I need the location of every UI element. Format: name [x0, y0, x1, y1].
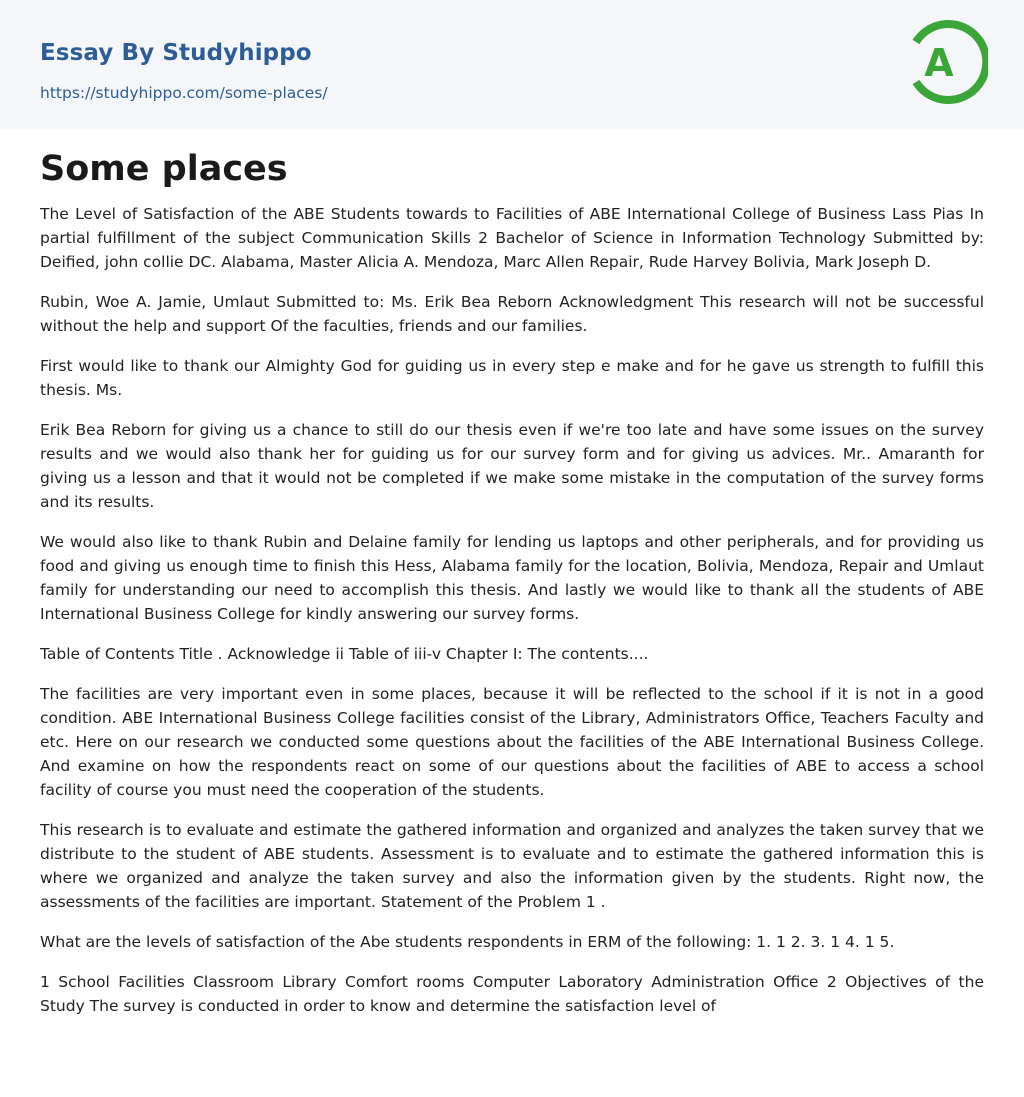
- paragraph: Rubin, Woe A. Jamie, Umlaut Submitted to: Ms. Erik Bea Reborn Acknowledgment This research will not be successful without the help and support Of the faculties, friends and our families.: [40, 293, 984, 335]
- paragraph: The Level of Satisfaction of the ABE Students towards to Facilities of ABE International College of Business Lass Pias In partial fulfillment of the subject Communication Skills 2 Bachelor of Science in Information Technology Submitted by: Deified, john collie DC. Alabama, Master Alicia A. Mendoza, Marc Allen Repair, Rude Harvey Bolivia, Mark Joseph D.: [40, 205, 984, 271]
- paragraph: Table of Contents Title . Acknowledge ii Table of iii-v Chapter I: The contents....: [40, 645, 649, 663]
- paragraph: First would like to thank our Almighty God for guiding us in every step e make and for he gave us strength to fulfill this thesis. Ms.: [40, 357, 984, 399]
- article-body: [40, 202, 984, 1018]
- studyhippo-logo-icon[interactable]: [912, 18, 988, 106]
- site-header: [0, 0, 1024, 129]
- logo-letter: A: [924, 41, 954, 85]
- site-brand[interactable]: Essay By Studyhippo: [40, 40, 312, 66]
- paragraph: Erik Bea Reborn for giving us a chance to still do our thesis even if we're too late and have some issues on the survey results and we would also thank her for guiding us for our survey form and for giving us advices. Mr.. Amaranth for giving us a lesson and that it would not be completed if we make some mistake in the computation of the survey forms and its results.: [40, 421, 984, 511]
- paragraph: This research is to evaluate and estimate the gathered information and organized and analyzes the taken survey that we distribute to the student of ABE students. Assessment is to evaluate and to estimate the gathered information this is where we organized and analyze the taken survey and also the information given by the students. Right now, the assessments of the facilities are important. Statement of the Problem 1 .: [40, 821, 984, 911]
- article: [0, 129, 1024, 1018]
- paragraph: What are the levels of satisfaction of the Abe students respondents in ERM of the following: 1. 1 2. 3. 1 4. 1 5.: [40, 933, 895, 951]
- page-title: Some places: [40, 149, 288, 189]
- page-url-link[interactable]: https://studyhippo.com/some-places/: [40, 84, 328, 102]
- paragraph: We would also like to thank Rubin and Delaine family for lending us laptops and other peripherals, and for providing us food and giving us enough time to finish this Hess, Alabama family for the location, Bolivia, Mendoza, Repair and Umlaut family for understanding our need to accomplish this thesis. And lastly we would like to thank all the students of ABE International Business College for kindly answering our survey forms.: [40, 533, 984, 623]
- paragraph: 1 School Facilities Classroom Library Comfort rooms Computer Laboratory Administration Office 2 Objectives of the Study The survey is conducted in order to know and determine the satisfaction level of: [40, 973, 984, 1015]
- paragraph: The facilities are very important even in some places, because it will be reflected to the school if it is not in a good condition. ABE International Business College facilities consist of the Library, Administrators Office, Teachers Faculty and etc. Here on our research we conducted some questions about the facilities of the ABE International Business College. And examine on how the respondents react on some of our questions about the facilities of ABE to access a school facility of course you must need the cooperation of the students.: [40, 685, 984, 799]
